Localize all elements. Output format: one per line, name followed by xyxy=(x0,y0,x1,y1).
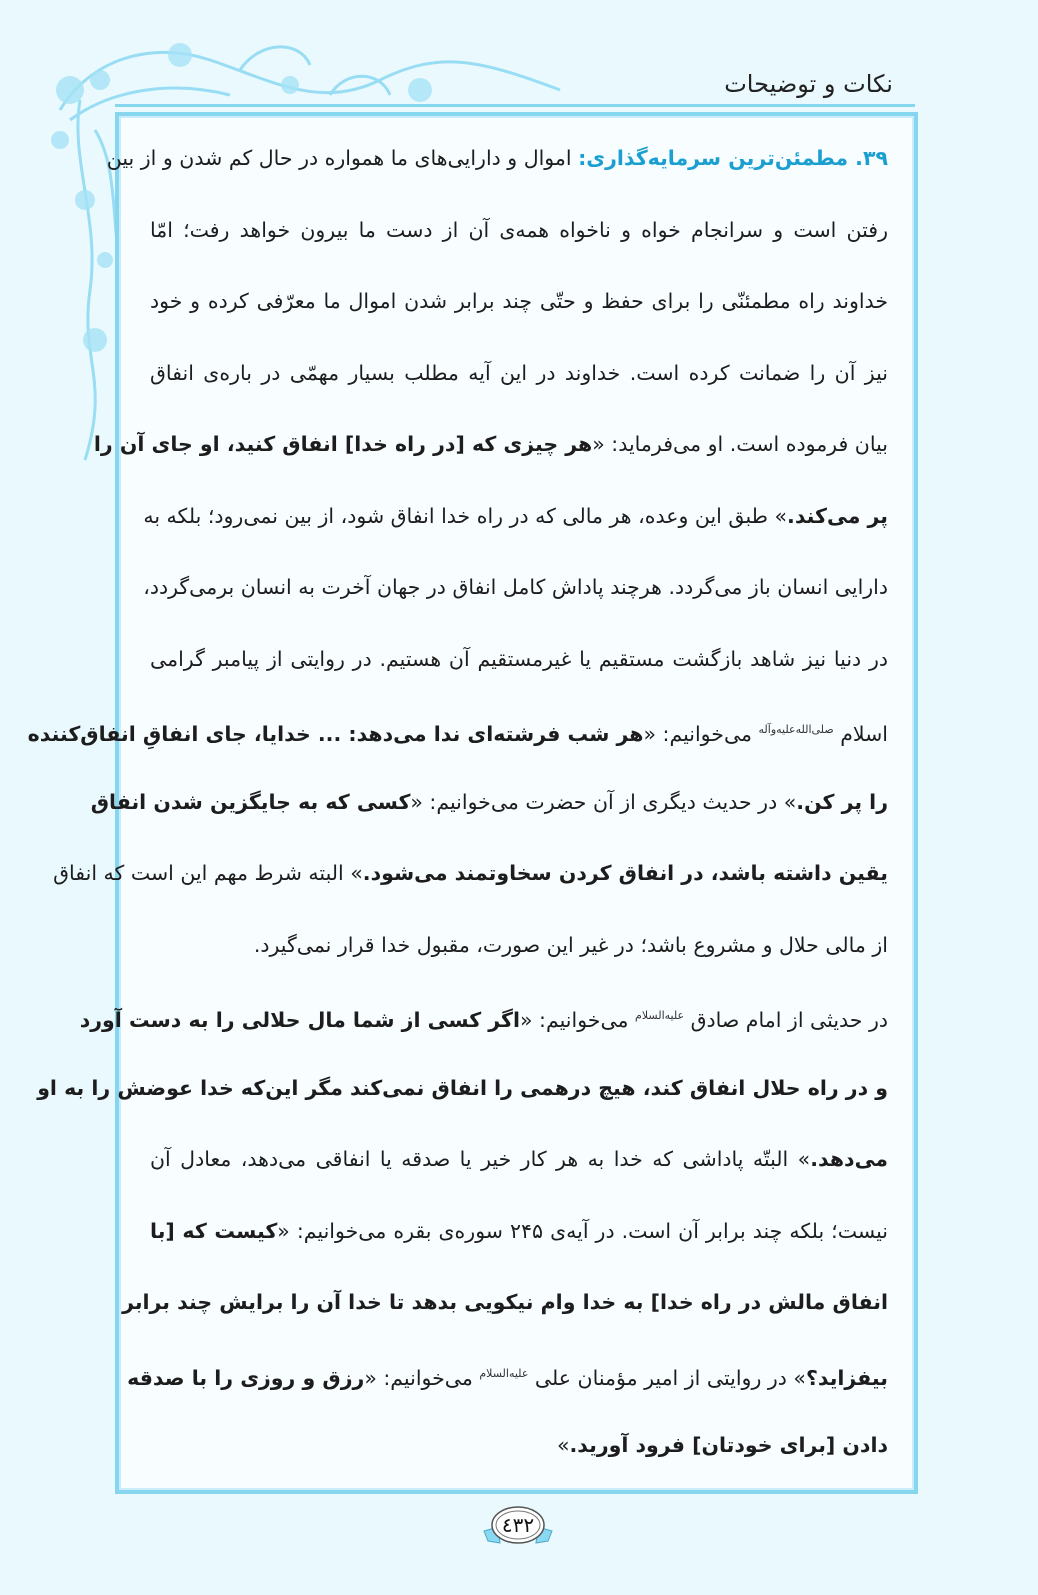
text-line xyxy=(93,424,888,496)
section-title: نکات و توضیحات xyxy=(724,70,893,98)
quote-text: هر شب فرشته‌ای ندا می‌دهد: ... خدایا، جای انفاقِ انفاق‌کننده xyxy=(27,721,644,746)
quote-text: را پر کن. xyxy=(796,789,888,814)
quote-text: رزق و روزی را با صدقه xyxy=(127,1365,365,1390)
text-line xyxy=(106,138,888,210)
text-line xyxy=(150,1425,888,1497)
text-run: می‌خوانیم: « xyxy=(643,721,759,746)
text-line xyxy=(150,281,888,353)
text-run: نیست؛ بلکه چند برابر آن است. در آیه‌ی ۲۴۵ سوره‌ی بقره می‌خوانیم: « xyxy=(277,1218,889,1243)
text-line xyxy=(27,710,888,782)
text-run: می‌خوانیم: « xyxy=(364,1365,480,1390)
text-run: نیز آن را ضمانت کرده است. خداوند در این آیه مطلب بسیار مهمّی در باره‌ی انفاق xyxy=(150,360,888,385)
text-run: » طبق این وعده، هر مالی که در راه خدا انفاق شود، از بین نمی‌رود؛ بلکه به xyxy=(143,503,788,528)
text-line xyxy=(150,1211,888,1283)
quote-text: بیفزاید؟ xyxy=(805,1365,888,1390)
text-run: » البته شرط مهم این است که انفاق xyxy=(53,861,363,885)
quote-text: انفاق مالش در راه خدا] به خدا وام نیکویی بدهد تا خدا آن را برایش چند برابر xyxy=(122,1290,888,1314)
quote-text: پر می‌کند. xyxy=(787,503,888,528)
text-run: » xyxy=(556,1433,570,1457)
text-line xyxy=(53,853,888,925)
header-divider xyxy=(115,104,915,107)
text-run: » در حدیث دیگری از آن حضرت می‌خوانیم: « xyxy=(410,789,797,814)
body-text xyxy=(27,138,889,1497)
note-heading: ۳۹. مطمئن‌ترین سرمایه‌گذاری: xyxy=(578,146,888,170)
quote-text: اگر کسی از شما مال حلالی را به دست آورد xyxy=(79,1007,520,1032)
text-run: در حدیثی از امام صادق xyxy=(684,1007,888,1032)
quote-text: یقین داشته باشد، در انفاق کردن سخاوتمند می‌شود. xyxy=(362,861,888,885)
text-run: بیان فرموده است. او می‌فرماید: « xyxy=(592,432,888,456)
text-line xyxy=(143,567,888,639)
text-line xyxy=(122,1282,888,1354)
text-line xyxy=(143,496,888,568)
text-run: اسلام xyxy=(833,721,888,746)
quote-text: کیست که [با xyxy=(150,1218,278,1243)
text-run: خداوند راه مطمئنّی را برای حفظ و حتّی چند برابر شدن اموال ما معرّفی کرده و خود xyxy=(150,289,888,313)
text-line xyxy=(127,1354,888,1426)
text-line xyxy=(150,1139,888,1211)
text-line xyxy=(150,925,888,997)
honorific: علیه‌السلام xyxy=(635,1009,685,1022)
quote-text: دادن [برای خودتان] فرود آورید. xyxy=(569,1433,888,1457)
quote-text: می‌دهد. xyxy=(810,1147,888,1171)
text-line xyxy=(150,639,888,711)
text-run: در دنیا نیز شاهد بازگشت مستقیم یا غیرمستقیم آن هستیم. در روایتی از پیامبر گرامی xyxy=(150,646,888,671)
text-run: اموال و دارایی‌های ما همواره در حال کم شدن و از بین xyxy=(106,146,579,170)
text-run: » البتّه پاداشی که خدا به هر کار خیر یا صدقه یا انفاقی می‌دهد، معادل آن xyxy=(150,1147,811,1171)
honorific: صلی‌الله‌علیه‌وآله xyxy=(758,723,834,736)
page-number-badge xyxy=(482,1505,554,1549)
quote-text: هر چیزی که [در راه خدا] انفاق کنید، او جای آن را xyxy=(93,432,593,456)
honorific: علیه‌السلام xyxy=(479,1366,529,1380)
text-line xyxy=(90,782,888,854)
text-line xyxy=(37,1068,888,1140)
text-line xyxy=(79,996,888,1068)
text-run: رفتن است و سرانجام خواه و ناخواه همه‌ی آن از دست ما بیرون خواهد رفت؛ امّا xyxy=(150,217,888,242)
text-run: از مالی حلال و مشروع باشد؛ در غیر این صورت، مقبول خدا قرار نمی‌گیرد. xyxy=(253,932,888,957)
quote-text: کسی که به جایگزین شدن انفاق xyxy=(90,789,411,814)
text-run: دارایی انسان باز می‌گردد. هرچند پاداش کامل انفاق در جهان آخرت به انسان برمی‌گردد، xyxy=(143,575,888,599)
text-line xyxy=(150,210,888,282)
text-run: می‌خوانیم: « xyxy=(520,1007,636,1032)
page-number: ٤٣٢ xyxy=(501,1513,535,1537)
quote-text: و در راه حلال انفاق کند، هیچ درهمی را انفاق نمی‌کند مگر این‌که خدا عوضش را به او xyxy=(37,1075,888,1100)
text-line xyxy=(150,353,888,425)
text-run: » در روایتی از امیر مؤمنان علی xyxy=(528,1365,806,1390)
